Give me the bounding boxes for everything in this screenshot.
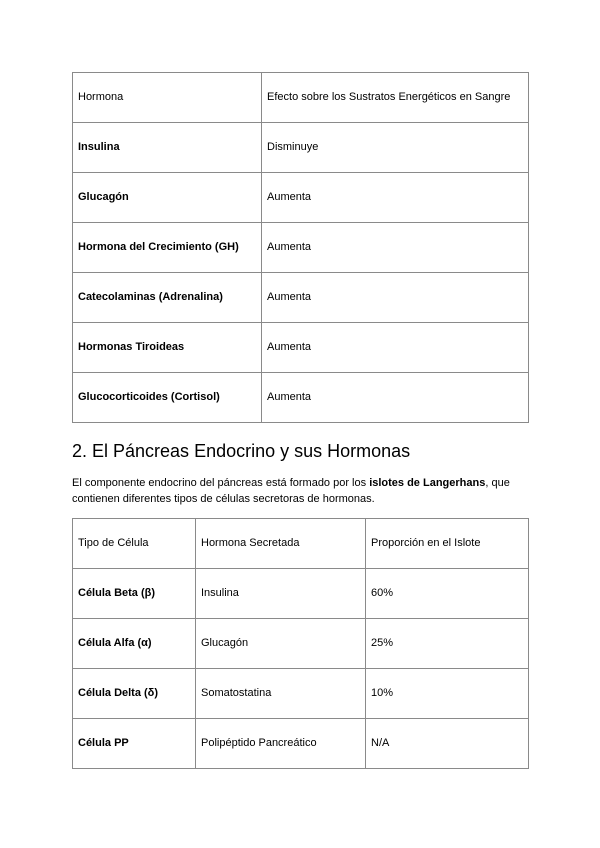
proportion-cell: 60%: [366, 569, 529, 619]
effect-cell: Aumenta: [262, 273, 529, 323]
hormone-effects-table: [72, 72, 529, 423]
header-cell-hormona: Hormona: [73, 73, 262, 123]
cell-type-cell: Célula Beta (β): [73, 569, 196, 619]
hormone-name-cell: Catecolaminas (Adrenalina): [73, 273, 262, 323]
intro-text-bold: islotes de Langerhans: [369, 477, 486, 489]
table-row: [73, 273, 529, 323]
table-row: [73, 619, 529, 669]
hormone-name-cell: Insulina: [73, 123, 262, 173]
effect-cell: Aumenta: [262, 173, 529, 223]
proportion-cell: 25%: [366, 619, 529, 669]
header-cell-tipo: Tipo de Célula: [73, 519, 196, 569]
table-row: [73, 669, 529, 719]
intro-text-after: , que contienen diferentes tipos de células secretoras de hormonas.: [72, 477, 510, 505]
secreted-hormone-cell: Insulina: [196, 569, 366, 619]
effect-cell: Aumenta: [262, 223, 529, 273]
hormone-name-cell: Hormonas Tiroideas: [73, 323, 262, 373]
proportion-cell: 10%: [366, 669, 529, 719]
secreted-hormone-cell: Somatostatina: [196, 669, 366, 719]
header-cell-hormona: Hormona Secretada: [196, 519, 366, 569]
table-header-row: [73, 519, 529, 569]
table-row: [73, 719, 529, 769]
proportion-cell: N/A: [366, 719, 529, 769]
cell-type-cell: Célula Alfa (α): [73, 619, 196, 669]
intro-text-before: El componente endocrino del páncreas está formado por los: [72, 477, 370, 489]
header-cell-efecto: Efecto sobre los Sustratos Energéticos en Sangre: [262, 73, 529, 123]
secreted-hormone-cell: Polipéptido Pancreático: [196, 719, 366, 769]
table-row: [73, 123, 529, 173]
effect-cell: Disminuye: [262, 123, 529, 173]
effect-cell: Aumenta: [262, 323, 529, 373]
table-row: [73, 323, 529, 373]
table-header-row: [73, 73, 529, 123]
hormone-name-cell: Glucocorticoides (Cortisol): [73, 373, 262, 423]
secreted-hormone-cell: Glucagón: [196, 619, 366, 669]
cell-type-cell: Célula Delta (δ): [73, 669, 196, 719]
hormone-name-cell: Hormona del Crecimiento (GH): [73, 223, 262, 273]
table-row: [73, 373, 529, 423]
table-row: [73, 569, 529, 619]
islet-cells-table: [72, 518, 529, 769]
intro-paragraph: [72, 476, 532, 507]
table-row: [73, 223, 529, 273]
cell-type-cell: Célula PP: [73, 719, 196, 769]
hormone-name-cell: Glucagón: [73, 173, 262, 223]
section-heading: 2. El Páncreas Endocrino y sus Hormonas: [72, 441, 411, 461]
table-row: [73, 173, 529, 223]
header-cell-proporcion: Proporción en el Islote: [366, 519, 529, 569]
effect-cell: Aumenta: [262, 373, 529, 423]
